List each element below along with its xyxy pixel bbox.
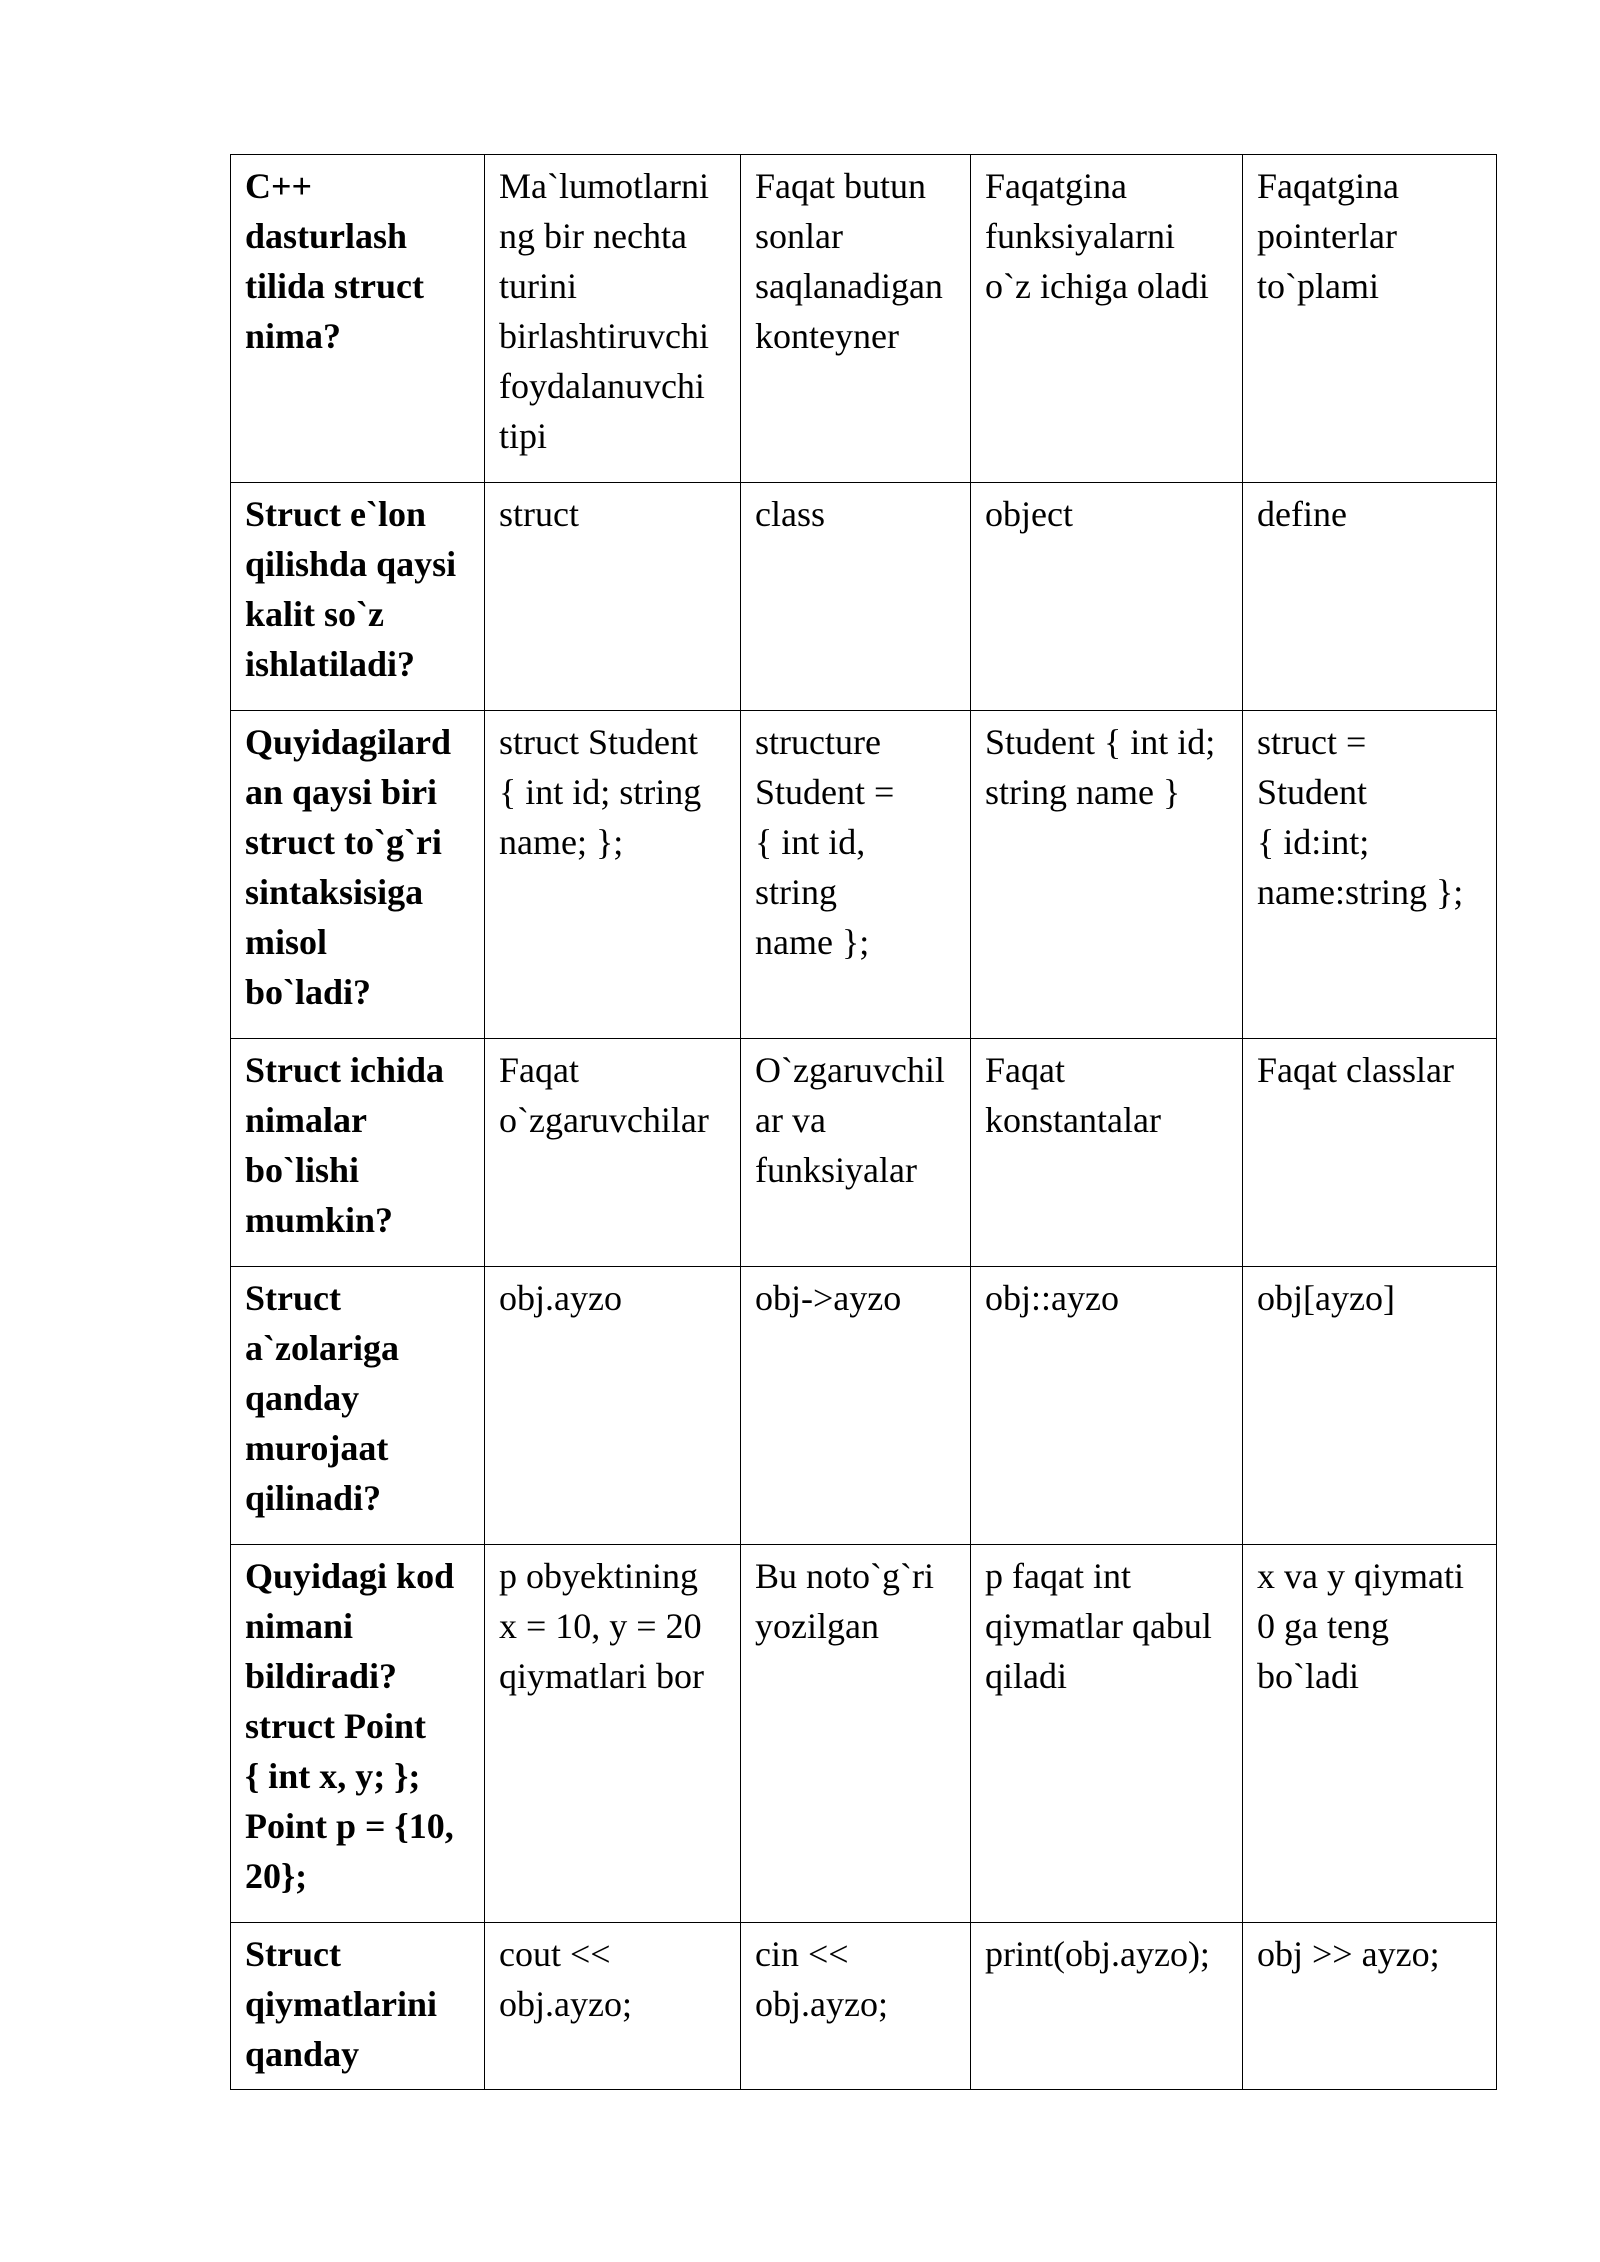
question-text-line: qiymatlarini — [245, 1984, 438, 2024]
answer-text-line: o`zgaruvchilar — [499, 1100, 709, 1140]
answer-option-cell-2 — [741, 1545, 971, 1923]
question-text-line: tilida struct — [245, 266, 424, 306]
answer-option-cell-3 — [971, 155, 1243, 483]
question-text-line: nimalar — [245, 1100, 367, 1140]
answer-text-line: obj->ayzo — [755, 1278, 902, 1318]
answer-option-cell-3 — [971, 483, 1243, 711]
answer-text-line: Faqat — [499, 1050, 579, 1090]
answer-text-line: cout << — [499, 1934, 611, 1974]
question-text-line: 20}; — [245, 1856, 308, 1896]
answer-text-line: to`plami — [1257, 266, 1379, 306]
answer-text-line: obj.ayzo; — [499, 1984, 632, 2024]
question-text-line: bildiradi? — [245, 1656, 398, 1696]
question-text-line: misol — [245, 922, 328, 962]
question-text-line: murojaat — [245, 1428, 389, 1468]
answer-text-line: Student = — [755, 772, 895, 812]
answer-text-line: string name } — [985, 772, 1181, 812]
answer-text-line: Student { int id; — [985, 722, 1216, 762]
table-row — [231, 483, 1497, 711]
question-cell — [231, 1923, 485, 2090]
question-text-line: qanday — [245, 1378, 360, 1418]
question-text-line: Struct — [245, 1934, 341, 1974]
answer-text-line: bo`ladi — [1257, 1656, 1359, 1696]
question-text-line: Struct — [245, 1278, 341, 1318]
answer-option-cell-1 — [485, 1923, 741, 2090]
answer-option-cell-4 — [1243, 483, 1497, 711]
question-text-line: { int x, y; }; — [245, 1756, 421, 1796]
question-cell — [231, 1545, 485, 1923]
question-text-line: an qaysi biri — [245, 772, 438, 812]
question-text-line: qanday — [245, 2034, 360, 2074]
answer-text-line: p faqat int — [985, 1556, 1131, 1596]
table-row — [231, 1923, 1497, 2090]
answer-text-line: obj::ayzo — [985, 1278, 1119, 1318]
answer-text-line: { int id; string — [499, 772, 702, 812]
answer-text-line: funksiyalarni — [985, 216, 1175, 256]
question-cell — [231, 483, 485, 711]
answer-option-cell-3 — [971, 1923, 1243, 2090]
answer-text-line: tipi — [499, 416, 548, 456]
answer-option-cell-1 — [485, 1267, 741, 1545]
answer-text-line: Ma`lumotlarni — [499, 166, 709, 206]
question-text-line: C++ — [245, 166, 313, 206]
question-text-line: Struct e`lon — [245, 494, 426, 534]
answer-text-line: sonlar — [755, 216, 843, 256]
answer-text-line: qiladi — [985, 1656, 1067, 1696]
question-text-line: dasturlash — [245, 216, 408, 256]
answer-text-line: object — [985, 494, 1073, 534]
answer-option-cell-1 — [485, 155, 741, 483]
answer-text-line: struct — [499, 494, 579, 534]
question-text-line: Struct ichida — [245, 1050, 445, 1090]
question-text-line: nimani — [245, 1606, 354, 1646]
table-row — [231, 1039, 1497, 1267]
answer-text-line: obj[ayzo] — [1257, 1278, 1395, 1318]
answer-option-cell-2 — [741, 711, 971, 1039]
answer-option-cell-3 — [971, 1545, 1243, 1923]
answer-option-cell-4 — [1243, 1267, 1497, 1545]
answer-text-line: funksiyalar — [755, 1150, 917, 1190]
answer-option-cell-2 — [741, 1039, 971, 1267]
answer-text-line: class — [755, 494, 825, 534]
answer-text-line: string — [755, 872, 838, 912]
answer-text-line: konteyner — [755, 316, 899, 356]
answer-text-line: obj >> ayzo; — [1257, 1934, 1440, 1974]
answer-text-line: struct = — [1257, 722, 1367, 762]
answer-option-cell-3 — [971, 1039, 1243, 1267]
question-cell — [231, 711, 485, 1039]
answer-option-cell-4 — [1243, 1545, 1497, 1923]
table-row — [231, 1545, 1497, 1923]
answer-option-cell-1 — [485, 1545, 741, 1923]
question-text-line: Point p = {10, — [245, 1806, 454, 1846]
answer-text-line: name:string }; — [1257, 872, 1464, 912]
answer-option-cell-4 — [1243, 711, 1497, 1039]
answer-text-line: birlashtiruvchi — [499, 316, 709, 356]
answer-option-cell-3 — [971, 711, 1243, 1039]
answer-text-line: ng bir nechta — [499, 216, 687, 256]
question-text-line: qilishda qaysi — [245, 544, 457, 584]
answer-text-line: Bu noto`g`ri — [755, 1556, 934, 1596]
answer-text-line: yozilgan — [755, 1606, 879, 1646]
answer-option-cell-4 — [1243, 1923, 1497, 2090]
answer-text-line: Faqat classlar — [1257, 1050, 1454, 1090]
question-text-line: struct Point — [245, 1706, 426, 1746]
answer-option-cell-2 — [741, 1267, 971, 1545]
answer-text-line: x va y qiymati — [1257, 1556, 1464, 1596]
question-text-line: qilinadi? — [245, 1478, 382, 1518]
answer-text-line: structure — [755, 722, 881, 762]
table-row — [231, 711, 1497, 1039]
question-text-line: mumkin? — [245, 1200, 394, 1240]
answer-text-line: qiymatlar qabul — [985, 1606, 1212, 1646]
answer-text-line: O`zgaruvchil — [755, 1050, 945, 1090]
answer-text-line: 0 ga teng — [1257, 1606, 1389, 1646]
question-text-line: Quyidagilard — [245, 722, 452, 762]
answer-text-line: define — [1257, 494, 1347, 534]
question-cell — [231, 155, 485, 483]
answer-text-line: x = 10, y = 20 — [499, 1606, 702, 1646]
answer-text-line: Faqatgina — [985, 166, 1127, 206]
answer-text-line: Faqat — [985, 1050, 1065, 1090]
answer-text-line: obj.ayzo; — [755, 1984, 888, 2024]
answer-text-line: cin << — [755, 1934, 849, 1974]
answer-text-line: name }; — [755, 922, 870, 962]
answer-option-cell-2 — [741, 1923, 971, 2090]
question-text-line: ishlatiladi? — [245, 644, 416, 684]
answer-text-line: foydalanuvchi — [499, 366, 705, 406]
answer-option-cell-1 — [485, 1039, 741, 1267]
answer-text-line: name; }; — [499, 822, 624, 862]
quiz-table-body — [231, 155, 1497, 2090]
answer-text-line: saqlanadigan — [755, 266, 943, 306]
answer-option-cell-1 — [485, 483, 741, 711]
question-text-line: bo`lishi — [245, 1150, 360, 1190]
answer-option-cell-3 — [971, 1267, 1243, 1545]
answer-option-cell-4 — [1243, 155, 1497, 483]
question-text-line: kalit so`z — [245, 594, 384, 634]
question-cell — [231, 1039, 485, 1267]
answer-option-cell-2 — [741, 155, 971, 483]
question-text-line: sintaksisiga — [245, 872, 424, 912]
quiz-table — [230, 154, 1497, 2090]
answer-text-line: ar va — [755, 1100, 826, 1140]
question-text-line: a`zolariga — [245, 1328, 399, 1368]
answer-option-cell-2 — [741, 483, 971, 711]
answer-text-line: struct Student — [499, 722, 698, 762]
question-text-line: Quyidagi kod — [245, 1556, 455, 1596]
answer-text-line: { id:int; — [1257, 822, 1370, 862]
table-row — [231, 155, 1497, 483]
answer-text-line: turini — [499, 266, 577, 306]
question-text-line: struct to`g`ri — [245, 822, 442, 862]
answer-text-line: qiymatlari bor — [499, 1656, 704, 1696]
question-cell — [231, 1267, 485, 1545]
question-text-line: nima? — [245, 316, 342, 356]
answer-text-line: Faqat butun — [755, 166, 926, 206]
answer-option-cell-1 — [485, 711, 741, 1039]
answer-text-line: pointerlar — [1257, 216, 1397, 256]
question-text-line: bo`ladi? — [245, 972, 372, 1012]
answer-text-line: p obyektining — [499, 1556, 698, 1596]
answer-text-line: Faqatgina — [1257, 166, 1399, 206]
answer-text-line: Student — [1257, 772, 1368, 812]
answer-text-line: konstantalar — [985, 1100, 1161, 1140]
answer-text-line: o`z ichiga oladi — [985, 266, 1209, 306]
answer-option-cell-4 — [1243, 1039, 1497, 1267]
table-row — [231, 1267, 1497, 1545]
answer-text-line: { int id, — [755, 822, 866, 862]
answer-text-line: obj.ayzo — [499, 1278, 622, 1318]
answer-text-line: print(obj.ayzo); — [985, 1934, 1210, 1974]
